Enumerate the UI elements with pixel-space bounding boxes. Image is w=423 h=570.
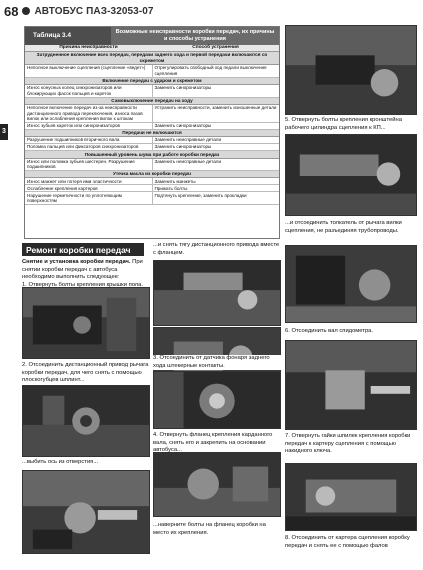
- table-cell: Заменить манжеты: [154, 178, 196, 184]
- caption-step-4b: ...наверните болты на фланец коробки на место их крепления.: [153, 522, 266, 536]
- intro-text: [22, 259, 148, 289]
- table-cell: Износ манжет или потеря ими эластичности: [25, 178, 153, 184]
- table-header-bar: [25, 27, 279, 45]
- table-row: [25, 178, 279, 185]
- table-cell: Отрегулировать свободный ход педали выключения сцепления: [154, 65, 267, 76]
- caption-remove-tie: ...и снять тягу дистанционного привода вместе с фланцем.: [153, 242, 280, 256]
- book-title: АВТОБУС ПАЗ-32053-07: [34, 5, 154, 17]
- table-row: [25, 85, 279, 98]
- caption-step-2: 2. Отсоединить дистанционный привод рычага коробки передач, для чего снять с помощью плоскогубцев шплинт...: [22, 362, 149, 384]
- photo-flange-mounted: [153, 452, 281, 517]
- intro-body: При снятии коробки передач с автобуса необходимо выполнить следующее:: [22, 259, 143, 281]
- table-section-title: Утечка масла из коробки передач: [25, 171, 279, 178]
- table-cell: Подтянуть крепление, заменить прокладки: [154, 192, 247, 198]
- table-cell: Заменить синхронизаторы: [154, 123, 212, 129]
- photo-remote-drive-pin: [22, 385, 150, 457]
- table-cell: Ослабление крепления картеров: [25, 185, 153, 191]
- photo-axis-removal: [22, 470, 150, 554]
- table-column-headers: [25, 45, 279, 52]
- table-cell: Разрушение подшипников вторичного вала: [25, 137, 153, 143]
- table-cell: Неполное выключение сцепления (сцепление «ведет»): [25, 65, 153, 77]
- table-row: [25, 192, 279, 205]
- page-number: 68: [4, 3, 19, 19]
- table-cell: Нарушение герметичности по уплотняющим поверхностям: [25, 192, 153, 204]
- photo-tie-with-flange: [153, 260, 281, 326]
- table-row: [25, 65, 279, 78]
- table-section-title: Затрудненное включение всех передач, передачи заднего хода и первой передачи включаются со скрежетом: [25, 52, 279, 65]
- table-cell: Заменить синхронизаторы: [154, 144, 212, 150]
- caption-step-3: 3. Отсоединить от датчика фонаря заднего хода штекерные контакты.: [153, 355, 281, 370]
- caption-step-4: 4. Отвернуть фланец крепления карданного вала, снять его и закрепить на основании автобуса...: [153, 432, 273, 454]
- table-cell: Заменить неисправные детали: [154, 158, 222, 164]
- photo-floor-cover-bolts: [22, 287, 150, 359]
- photo-speedometer-shaft: [285, 245, 417, 323]
- caption-step-7: 7. Отвернуть гайки шпилек крепления коробки передач к картеру сцепления с помощью накидного ключа.: [285, 433, 411, 455]
- table-row: [25, 185, 279, 192]
- table-section-title: Повышенный уровень шума при работе коробки передач: [25, 151, 279, 158]
- photo-clutch-cylinder-bracket: [285, 25, 417, 115]
- table-cell: Неполное включение передач из-за неисправности дистанционного привода переключения, износа пазов вилок или ослабления крепления вилок к штокам: [25, 105, 153, 122]
- table-label: Таблица 3.4: [25, 27, 111, 45]
- step-1-caption: 1. Отвернуть болты крепления крышки пола.: [22, 281, 144, 288]
- caption-step-5b: ...и отсоединить толкатель от рычага вилки сцепления, не разъединяя трубопроводы.: [285, 220, 402, 234]
- table-cell: Поломка пальцев или фиксаторов синхронизаторов: [25, 144, 153, 150]
- table-section-title: Самовыключение передач на ходу: [25, 98, 279, 105]
- chapter-tab: [0, 124, 8, 140]
- caption-step-8: 8. Отсоединить от картера сцепления коробку передач и снять ее с помощью фалов: [285, 535, 410, 549]
- bullet-dot-icon: [22, 7, 30, 15]
- table-row: [25, 123, 279, 130]
- caption-step-6: 6. Отсоединить вал спидометра.: [285, 328, 374, 334]
- photo-stud-nuts: [285, 340, 417, 430]
- photo-propshaft-flange: [153, 371, 281, 429]
- photo-clutch-pusher: [285, 134, 417, 216]
- table-cell: Износ зубьев кареток или синхронизаторов: [25, 123, 153, 129]
- faults-table: [24, 26, 280, 239]
- photo-gearbox-removal: [285, 463, 417, 531]
- caption-knock-out-axis: ...выбить ось из отверстия...: [22, 459, 99, 465]
- table-row: [25, 144, 279, 151]
- table-row: [25, 137, 279, 144]
- table-cell: Прижать болты: [154, 185, 188, 191]
- table-row: [25, 105, 279, 123]
- section-heading: Ремонт коробки передач: [22, 243, 144, 256]
- table-section-title: Включение передач с ударом и скрежетом: [25, 78, 279, 85]
- table-caption: Возможные неисправности коробки передач, их причины и способы устранения: [111, 27, 279, 45]
- column-header: Причина неисправности: [59, 45, 118, 51]
- table-row: [25, 159, 279, 172]
- chapter-number: 3: [2, 128, 6, 135]
- intro-subtitle: Снятие и установка коробки передач.: [22, 259, 131, 265]
- table-section-title: Передачи не включаются: [25, 130, 279, 137]
- table-cell: Устранить неисправности, заменить изношенные детали: [154, 105, 277, 111]
- caption-step-5: 5. Отвернуть болты крепления кронштейна рабочего цилиндра сцепления к КП...: [285, 117, 402, 131]
- table-cell: Износ конусных колец синхронизаторов или блокирующих фасок пальцев и кареток: [25, 85, 153, 97]
- page-header: [4, 2, 282, 20]
- table-cell: Заменить неисправные детали: [154, 137, 222, 143]
- table-cell: Заменить синхронизаторы: [154, 85, 212, 91]
- table-cell: Износ или поломка зубьев шестерен. Разрушение подшипников: [25, 159, 153, 171]
- column-header: Способ устранения: [192, 45, 239, 51]
